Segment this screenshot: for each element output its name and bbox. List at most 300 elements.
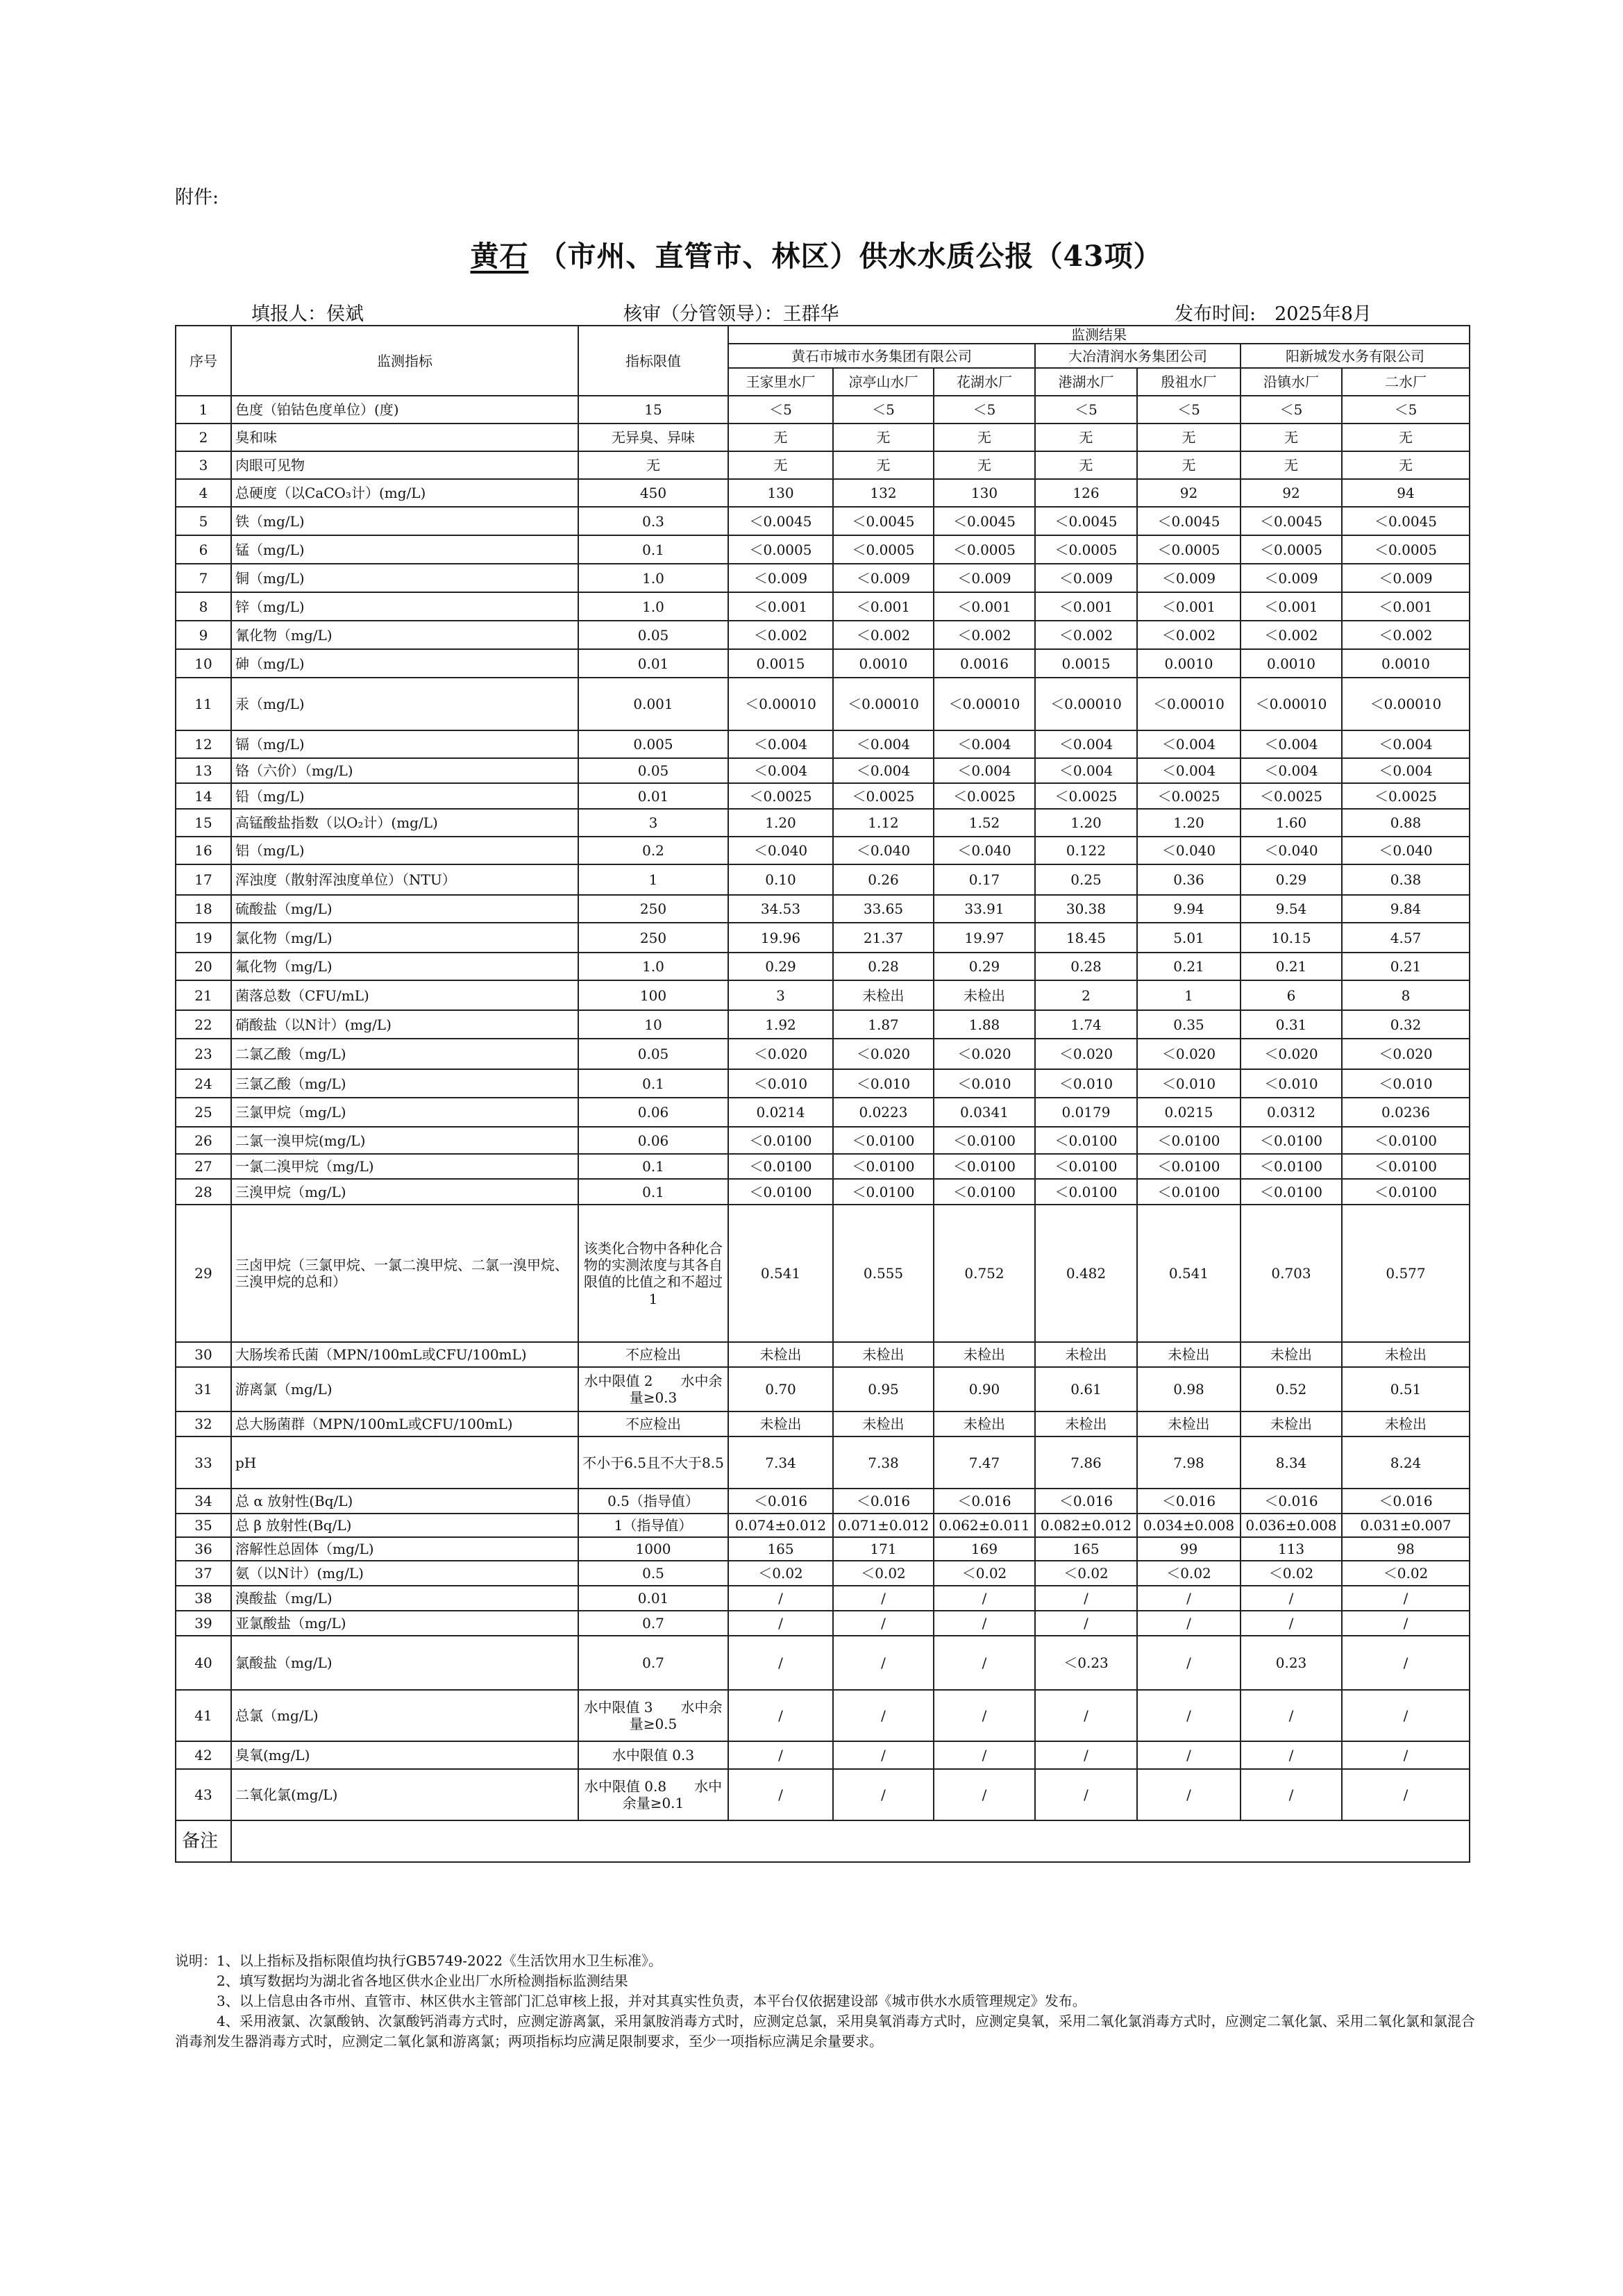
result-value: / <box>1241 1586 1342 1611</box>
header-company: 黄石市城市水务集团有限公司 <box>728 344 1035 368</box>
result-value: 未检出 <box>934 1411 1035 1436</box>
result-value: 0.0010 <box>833 649 934 678</box>
indicator-name: 三氯乙酸（mg/L) <box>231 1069 578 1098</box>
result-value: ＜5 <box>934 396 1035 424</box>
result-value: ＜0.009 <box>1035 564 1137 592</box>
result-value: ＜0.004 <box>833 730 934 758</box>
result-value: / <box>1137 1586 1241 1611</box>
result-value: 0.61 <box>1035 1367 1137 1411</box>
result-value: ＜0.0045 <box>833 507 934 535</box>
row-number: 12 <box>176 730 231 758</box>
result-value: ＜0.040 <box>1137 837 1241 864</box>
result-value: ＜0.040 <box>728 837 833 864</box>
indicator-name: 三卤甲烷（三氯甲烷、一氯二溴甲烷、二氯一溴甲烷、三溴甲烷的总和） <box>231 1205 578 1342</box>
header-plant: 王家里水厂 <box>728 368 833 396</box>
result-value: 7.38 <box>833 1436 934 1489</box>
row-number: 29 <box>176 1205 231 1342</box>
result-value: ＜0.0100 <box>1137 1179 1241 1205</box>
indicator-limit: 0.1 <box>578 1069 728 1098</box>
table-row <box>176 1636 1470 1690</box>
result-value: / <box>1137 1611 1241 1636</box>
indicator-name: 菌落总数（CFU/mL) <box>231 980 578 1010</box>
indicator-limit: 0.01 <box>578 783 728 809</box>
result-value: ＜0.00010 <box>833 678 934 730</box>
row-number: 10 <box>176 649 231 678</box>
result-value: 0.88 <box>1342 809 1470 837</box>
row-number: 42 <box>176 1741 231 1769</box>
result-value: 113 <box>1241 1537 1342 1561</box>
result-value: ＜0.0100 <box>833 1127 934 1154</box>
result-value: 0.25 <box>1035 864 1137 895</box>
result-value: 0.703 <box>1241 1205 1342 1342</box>
result-value: ＜0.00010 <box>1241 678 1342 730</box>
result-value: 0.031±0.007 <box>1342 1514 1470 1537</box>
result-value: ＜5 <box>1137 396 1241 424</box>
indicator-limit: 0.01 <box>578 1586 728 1611</box>
result-value: ＜0.0100 <box>1035 1127 1137 1154</box>
row-number: 26 <box>176 1127 231 1154</box>
table-row <box>176 809 1470 837</box>
result-value: ＜0.0005 <box>1241 535 1342 564</box>
indicator-limit: 0.05 <box>578 1039 728 1069</box>
result-value: 0.29 <box>728 953 833 980</box>
result-value: 无 <box>1241 424 1342 451</box>
indicator-name: 亚氯酸盐（mg/L) <box>231 1611 578 1636</box>
result-value: 无 <box>728 424 833 451</box>
indicator-name: 锰（mg/L) <box>231 535 578 564</box>
indicator-name: 氟化物（mg/L) <box>231 953 578 980</box>
result-value: ＜0.0005 <box>1137 535 1241 564</box>
row-number: 13 <box>176 758 231 783</box>
table-row <box>176 451 1470 479</box>
result-value: ＜0.00010 <box>1035 678 1137 730</box>
result-value: / <box>1137 1690 1241 1741</box>
row-number: 41 <box>176 1690 231 1741</box>
result-value: 0.0015 <box>1035 649 1137 678</box>
result-value: 92 <box>1137 479 1241 507</box>
result-value: ＜0.0025 <box>728 783 833 809</box>
table-row <box>176 864 1470 895</box>
result-value: ＜0.010 <box>1035 1069 1137 1098</box>
result-value: ＜0.040 <box>1342 837 1470 864</box>
table-row <box>176 758 1470 783</box>
result-value: ＜5 <box>1035 396 1137 424</box>
result-value: 未检出 <box>1342 1342 1470 1367</box>
result-value: 0.752 <box>934 1205 1035 1342</box>
indicator-name: 镉（mg/L) <box>231 730 578 758</box>
result-value: / <box>1035 1611 1137 1636</box>
row-number: 40 <box>176 1636 231 1690</box>
indicator-name: 氰化物（mg/L) <box>231 621 578 649</box>
header-plant: 花湖水厂 <box>934 368 1035 396</box>
result-value: ＜0.001 <box>1342 592 1470 621</box>
result-value: 0.0010 <box>1241 649 1342 678</box>
result-value: ＜0.0025 <box>1241 783 1342 809</box>
result-value: ＜0.040 <box>934 837 1035 864</box>
result-value: ＜0.009 <box>728 564 833 592</box>
result-value: ＜0.00010 <box>1342 678 1470 730</box>
result-value: ＜0.010 <box>1137 1069 1241 1098</box>
row-number: 9 <box>176 621 231 649</box>
result-value: ＜0.02 <box>1137 1561 1241 1586</box>
result-value: ＜0.0025 <box>1035 783 1137 809</box>
result-value: ＜0.02 <box>1342 1561 1470 1586</box>
result-value: ＜0.009 <box>934 564 1035 592</box>
result-value: / <box>833 1611 934 1636</box>
result-value: ＜0.0045 <box>728 507 833 535</box>
result-value: / <box>1342 1769 1470 1820</box>
table-row <box>176 1205 1470 1342</box>
result-value: 0.555 <box>833 1205 934 1342</box>
indicator-limit: 450 <box>578 479 728 507</box>
row-number: 37 <box>176 1561 231 1586</box>
result-value: 0.21 <box>1342 953 1470 980</box>
result-value: 0.0341 <box>934 1098 1035 1127</box>
result-value: / <box>728 1636 833 1690</box>
table-row <box>176 783 1470 809</box>
indicator-name: 总氯（mg/L) <box>231 1690 578 1741</box>
result-value: 7.47 <box>934 1436 1035 1489</box>
indicator-limit: 0.05 <box>578 758 728 783</box>
result-value: 1.20 <box>728 809 833 837</box>
indicator-name: 总硬度（以CaCO₃计）(mg/L) <box>231 479 578 507</box>
result-value: ＜0.002 <box>1035 621 1137 649</box>
result-value: ＜0.02 <box>728 1561 833 1586</box>
result-value: 1.20 <box>1137 809 1241 837</box>
result-value: 1.88 <box>934 1010 1035 1039</box>
indicator-name: 铜（mg/L) <box>231 564 578 592</box>
result-value: ＜5 <box>728 396 833 424</box>
indicator-name: 汞（mg/L) <box>231 678 578 730</box>
result-value: ＜0.0045 <box>1241 507 1342 535</box>
result-value: 0.0214 <box>728 1098 833 1127</box>
row-number: 23 <box>176 1039 231 1069</box>
table-row <box>176 678 1470 730</box>
result-value: 0.0236 <box>1342 1098 1470 1127</box>
indicator-name: pH <box>231 1436 578 1489</box>
result-value: 9.94 <box>1137 895 1241 923</box>
result-value: ＜0.0025 <box>833 783 934 809</box>
result-value: ＜0.02 <box>1035 1561 1137 1586</box>
result-value: ＜0.020 <box>1241 1039 1342 1069</box>
result-value: / <box>1342 1636 1470 1690</box>
result-value: 8.34 <box>1241 1436 1342 1489</box>
result-value: ＜0.016 <box>1241 1489 1342 1514</box>
result-value: ＜0.0045 <box>1342 507 1470 535</box>
result-value: 9.54 <box>1241 895 1342 923</box>
result-value: 0.577 <box>1342 1205 1470 1342</box>
row-number: 21 <box>176 980 231 1010</box>
row-number: 34 <box>176 1489 231 1514</box>
indicator-name: 二氯乙酸（mg/L) <box>231 1039 578 1069</box>
row-number: 18 <box>176 895 231 923</box>
table-row <box>176 1411 1470 1436</box>
result-value: ＜0.040 <box>833 837 934 864</box>
result-value: ＜0.004 <box>728 730 833 758</box>
remarks-row <box>176 1820 1470 1862</box>
table-row <box>176 424 1470 451</box>
indicator-limit: 不应检出 <box>578 1411 728 1436</box>
indicator-limit: 0.3 <box>578 507 728 535</box>
result-value: / <box>1035 1690 1137 1741</box>
result-value: 未检出 <box>1137 1411 1241 1436</box>
result-value: 未检出 <box>1241 1342 1342 1367</box>
result-value: 无 <box>1342 424 1470 451</box>
indicator-limit: 不小于6.5且不大于8.5 <box>578 1436 728 1489</box>
result-value: ＜0.016 <box>1342 1489 1470 1514</box>
result-value: ＜0.010 <box>1241 1069 1342 1098</box>
result-value: ＜0.0045 <box>934 507 1035 535</box>
result-value: ＜0.0100 <box>1342 1154 1470 1179</box>
header-plant: 沿镇水厂 <box>1241 368 1342 396</box>
result-value: ＜0.0005 <box>833 535 934 564</box>
result-value: 0.082±0.012 <box>1035 1514 1137 1537</box>
result-value: ＜0.00010 <box>728 678 833 730</box>
result-value: 130 <box>934 479 1035 507</box>
header-indicator: 监测指标 <box>231 326 578 396</box>
notes <box>175 1951 1480 2052</box>
indicator-limit: 10 <box>578 1010 728 1039</box>
result-value: 1.20 <box>1035 809 1137 837</box>
result-value: 165 <box>1035 1537 1137 1561</box>
table-row <box>176 980 1470 1010</box>
result-value: 1.92 <box>728 1010 833 1039</box>
result-value: ＜0.009 <box>1137 564 1241 592</box>
result-value: 0.0010 <box>1137 649 1241 678</box>
result-value: 92 <box>1241 479 1342 507</box>
result-value: ＜0.010 <box>1342 1069 1470 1098</box>
result-value: 0.23 <box>1241 1636 1342 1690</box>
result-value: 10.15 <box>1241 923 1342 953</box>
result-value: / <box>1342 1611 1470 1636</box>
result-value: / <box>934 1586 1035 1611</box>
result-value: ＜0.0005 <box>728 535 833 564</box>
indicator-name: 铁（mg/L) <box>231 507 578 535</box>
result-value: ＜0.002 <box>833 621 934 649</box>
result-value: 0.0010 <box>1342 649 1470 678</box>
indicator-limit: 水中限值 0.8 水中余量≥0.1 <box>578 1769 728 1820</box>
result-value: 171 <box>833 1537 934 1561</box>
result-value: 无 <box>1035 424 1137 451</box>
indicator-name: 氨（以N计）(mg/L) <box>231 1561 578 1586</box>
result-value: 0.52 <box>1241 1367 1342 1411</box>
table-row <box>176 1561 1470 1586</box>
result-value: 0.541 <box>1137 1205 1241 1342</box>
result-value: 0.17 <box>934 864 1035 895</box>
result-value: ＜0.001 <box>728 592 833 621</box>
result-value: ＜5 <box>1342 396 1470 424</box>
indicator-limit: 0.5（指导值） <box>578 1489 728 1514</box>
result-value: ＜0.00010 <box>1137 678 1241 730</box>
result-value: ＜0.004 <box>934 730 1035 758</box>
table-row <box>176 1069 1470 1098</box>
result-value: ＜0.0100 <box>1035 1154 1137 1179</box>
result-value: 8.24 <box>1342 1436 1470 1489</box>
result-value: ＜0.020 <box>1342 1039 1470 1069</box>
result-value: 8 <box>1342 980 1470 1010</box>
result-value: ＜0.0005 <box>1342 535 1470 564</box>
result-value: ＜0.020 <box>1137 1039 1241 1069</box>
result-value: ＜0.020 <box>728 1039 833 1069</box>
result-value: ＜0.020 <box>934 1039 1035 1069</box>
result-value: ＜0.0100 <box>1137 1154 1241 1179</box>
table-row <box>176 1039 1470 1069</box>
result-value: / <box>934 1741 1035 1769</box>
result-value: 0.062±0.011 <box>934 1514 1035 1537</box>
indicator-name: 总大肠菌群（MPN/100mL或CFU/100mL) <box>231 1411 578 1436</box>
result-value: 0.90 <box>934 1367 1035 1411</box>
indicator-name: 二氧化氯(mg/L) <box>231 1769 578 1820</box>
header-no: 序号 <box>176 326 231 396</box>
result-value: 0.51 <box>1342 1367 1470 1411</box>
row-number: 20 <box>176 953 231 980</box>
header-limit: 指标限值 <box>578 326 728 396</box>
result-value: / <box>934 1611 1035 1636</box>
result-value: 6 <box>1241 980 1342 1010</box>
result-value: 0.35 <box>1137 1010 1241 1039</box>
result-value: 0.28 <box>1035 953 1137 980</box>
result-value: ＜0.0100 <box>1241 1179 1342 1205</box>
result-value: / <box>1241 1741 1342 1769</box>
indicator-limit: 0.01 <box>578 649 728 678</box>
result-value: 19.96 <box>728 923 833 953</box>
row-number: 3 <box>176 451 231 479</box>
result-value: / <box>934 1690 1035 1741</box>
table-row <box>176 1179 1470 1205</box>
indicator-limit: 0.5 <box>578 1561 728 1586</box>
result-value: 未检出 <box>833 1411 934 1436</box>
result-value: ＜0.009 <box>1342 564 1470 592</box>
table-row <box>176 1741 1470 1769</box>
result-value: 2 <box>1035 980 1137 1010</box>
indicator-limit: 15 <box>578 396 728 424</box>
result-value: ＜0.0100 <box>1035 1179 1137 1205</box>
result-value: 无 <box>934 451 1035 479</box>
result-value: / <box>1137 1741 1241 1769</box>
result-value: ＜0.004 <box>833 758 934 783</box>
indicator-limit: 该类化合物中各种化合物的实测浓度与其各自限值的比值之和不超过1 <box>578 1205 728 1342</box>
row-number: 19 <box>176 923 231 953</box>
table-row <box>176 396 1470 424</box>
row-number: 31 <box>176 1367 231 1411</box>
result-value: 无 <box>1035 451 1137 479</box>
result-value: 未检出 <box>1241 1411 1342 1436</box>
result-value: / <box>728 1611 833 1636</box>
result-value: ＜0.002 <box>728 621 833 649</box>
table-row <box>176 1127 1470 1154</box>
result-value: ＜0.0100 <box>728 1154 833 1179</box>
result-value: 5.01 <box>1137 923 1241 953</box>
result-value: ＜0.009 <box>833 564 934 592</box>
result-value: 1 <box>1137 980 1241 1010</box>
result-value: 7.34 <box>728 1436 833 1489</box>
result-value: ＜0.004 <box>1241 730 1342 758</box>
row-number: 1 <box>176 396 231 424</box>
result-value: 0.036±0.008 <box>1241 1514 1342 1537</box>
result-value: ＜0.02 <box>1241 1561 1342 1586</box>
header-plant: 凉亭山水厂 <box>833 368 934 396</box>
result-value: 130 <box>728 479 833 507</box>
water-quality-table <box>175 325 1470 1863</box>
result-value: / <box>1035 1741 1137 1769</box>
row-number: 6 <box>176 535 231 564</box>
result-value: / <box>1035 1586 1137 1611</box>
indicator-name: 大肠埃希氏菌（MPN/100mL或CFU/100mL) <box>231 1342 578 1367</box>
row-number: 43 <box>176 1769 231 1820</box>
row-number: 30 <box>176 1342 231 1367</box>
indicator-limit: 无异臭、异味 <box>578 424 728 451</box>
indicator-limit: 1.0 <box>578 564 728 592</box>
result-value: ＜0.010 <box>934 1069 1035 1098</box>
result-value: 0.21 <box>1137 953 1241 980</box>
result-value: ＜0.0100 <box>833 1154 934 1179</box>
indicator-limit: 0.05 <box>578 621 728 649</box>
result-value: ＜0.016 <box>833 1489 934 1514</box>
result-value: ＜0.0005 <box>1035 535 1137 564</box>
result-value: ＜0.004 <box>934 758 1035 783</box>
result-value: 1.60 <box>1241 809 1342 837</box>
result-value: 4.57 <box>1342 923 1470 953</box>
row-number: 17 <box>176 864 231 895</box>
result-value: 33.91 <box>934 895 1035 923</box>
indicator-name: 硫酸盐（mg/L) <box>231 895 578 923</box>
note-line: 2、填写数据均为湖北省各地区供水企业出厂水所检测指标监测结果 <box>175 1972 628 1989</box>
indicator-limit: 0.7 <box>578 1636 728 1690</box>
result-value: / <box>833 1636 934 1690</box>
result-value: ＜0.001 <box>1241 592 1342 621</box>
remarks-value <box>231 1820 1470 1862</box>
result-value: ＜0.0100 <box>1241 1154 1342 1179</box>
result-value: / <box>728 1741 833 1769</box>
indicator-name: 浑浊度（散射浑浊度单位）（NTU） <box>231 864 578 895</box>
result-value: 0.21 <box>1241 953 1342 980</box>
row-number: 28 <box>176 1179 231 1205</box>
result-value: ＜0.00010 <box>934 678 1035 730</box>
table-row <box>176 953 1470 980</box>
indicator-limit: 水中限值 2 水中余量≥0.3 <box>578 1367 728 1411</box>
row-number: 14 <box>176 783 231 809</box>
result-value: ＜0.0100 <box>934 1127 1035 1154</box>
result-value: 0.38 <box>1342 864 1470 895</box>
row-number: 15 <box>176 809 231 837</box>
table-row <box>176 923 1470 953</box>
result-value: / <box>728 1769 833 1820</box>
result-value: ＜0.002 <box>1342 621 1470 649</box>
indicator-name: 铝（mg/L) <box>231 837 578 864</box>
indicator-name: 色度（铂钴色度单位）(度) <box>231 396 578 424</box>
result-value: / <box>833 1690 934 1741</box>
reviewer: 核审（分管领导）：王群华 <box>623 303 839 325</box>
result-value: 0.071±0.012 <box>833 1514 934 1537</box>
title-city: 黄石 <box>470 240 529 273</box>
result-value: ＜0.02 <box>934 1561 1035 1586</box>
table-row <box>176 1537 1470 1561</box>
title-rest: （市州、直管市、林区）供水水质公报（43项） <box>538 240 1163 273</box>
header-company: 阳新城发水务有限公司 <box>1241 344 1470 368</box>
indicator-limit: 0.2 <box>578 837 728 864</box>
result-value: ＜0.016 <box>1035 1489 1137 1514</box>
result-value: 165 <box>728 1537 833 1561</box>
result-value: 1.87 <box>833 1010 934 1039</box>
result-value: 未检出 <box>833 980 934 1010</box>
indicator-limit: 0.7 <box>578 1611 728 1636</box>
result-value: ＜0.0045 <box>1137 507 1241 535</box>
table-row <box>176 592 1470 621</box>
indicator-name: 砷（mg/L) <box>231 649 578 678</box>
indicator-limit: 水中限值 3 水中余量≥0.5 <box>578 1690 728 1741</box>
result-value: ＜0.004 <box>1137 758 1241 783</box>
result-value: ＜0.020 <box>833 1039 934 1069</box>
